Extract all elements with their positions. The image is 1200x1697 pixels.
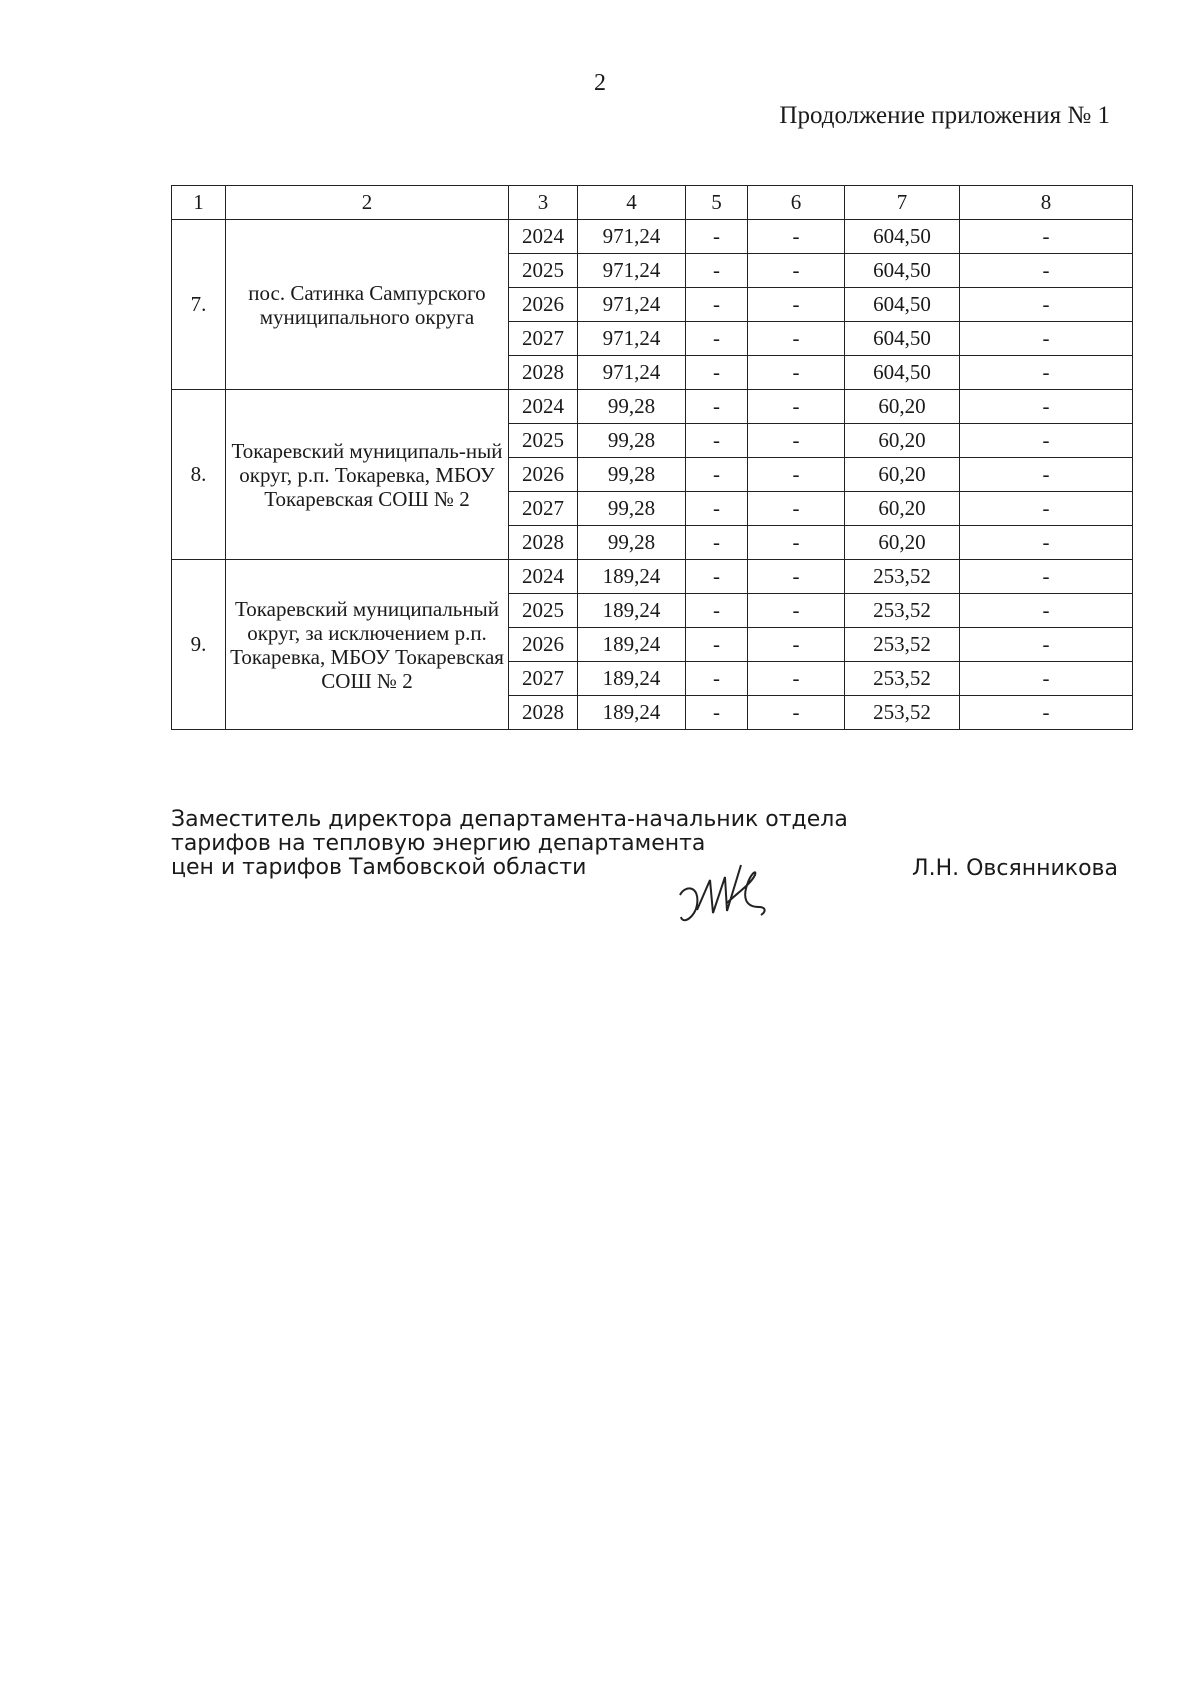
table-cell: 60,20 xyxy=(845,424,960,458)
table-cell: - xyxy=(748,696,845,730)
table-cell: - xyxy=(960,662,1133,696)
table-cell: 189,24 xyxy=(578,696,686,730)
table-cell: - xyxy=(960,220,1133,254)
table-cell: - xyxy=(748,560,845,594)
position-line: Заместитель директора департамента-начальник отдела xyxy=(171,807,848,832)
group-place: Токаревский муниципаль-ный округ, р.п. Токаревка, МБОУ Токаревская СОШ № 2 xyxy=(226,390,509,560)
table-cell: - xyxy=(686,220,748,254)
table-cell: - xyxy=(748,458,845,492)
table-cell: 2028 xyxy=(509,696,578,730)
table-cell: 2026 xyxy=(509,628,578,662)
table-cell: 971,24 xyxy=(578,322,686,356)
header-cell: 5 xyxy=(686,186,748,220)
table-cell: - xyxy=(960,458,1133,492)
table-cell: 2024 xyxy=(509,220,578,254)
table-cell: 189,24 xyxy=(578,560,686,594)
table-cell: 99,28 xyxy=(578,526,686,560)
table-cell: 971,24 xyxy=(578,356,686,390)
table-cell: 189,24 xyxy=(578,594,686,628)
table-cell: 99,28 xyxy=(578,424,686,458)
group-index: 9. xyxy=(172,560,226,730)
table-cell: 971,24 xyxy=(578,288,686,322)
group-place: пос. Сатинка Сампурского муниципального округа xyxy=(226,220,509,390)
table-cell: 60,20 xyxy=(845,492,960,526)
table-cell: 99,28 xyxy=(578,390,686,424)
table-row xyxy=(172,560,1133,594)
table-cell: 253,52 xyxy=(845,594,960,628)
table-cell: - xyxy=(960,356,1133,390)
table-cell: 2025 xyxy=(509,254,578,288)
table-cell: 2025 xyxy=(509,424,578,458)
table-cell: - xyxy=(960,492,1133,526)
header-cell: 2 xyxy=(226,186,509,220)
table-cell: - xyxy=(960,696,1133,730)
table-cell: 189,24 xyxy=(578,628,686,662)
table-cell: 253,52 xyxy=(845,628,960,662)
table-cell: - xyxy=(686,390,748,424)
table-cell: 604,50 xyxy=(845,322,960,356)
table-cell: 189,24 xyxy=(578,662,686,696)
table-cell: - xyxy=(686,254,748,288)
table-cell: - xyxy=(960,288,1133,322)
table-cell: - xyxy=(686,662,748,696)
group-index: 7. xyxy=(172,220,226,390)
table-cell: - xyxy=(748,390,845,424)
table-cell: - xyxy=(748,628,845,662)
table-row xyxy=(172,220,1133,254)
table-cell: - xyxy=(748,594,845,628)
group-place: Токаревский муниципальный округ, за исключением р.п. Токаревка, МБОУ Токаревская СОШ № 2 xyxy=(226,560,509,730)
header-cell: 3 xyxy=(509,186,578,220)
table-cell: - xyxy=(686,560,748,594)
header-cell: 1 xyxy=(172,186,226,220)
group-index: 8. xyxy=(172,390,226,560)
table-cell: - xyxy=(960,322,1133,356)
table-cell: 604,50 xyxy=(845,220,960,254)
table-cell: - xyxy=(748,254,845,288)
table-cell: 971,24 xyxy=(578,254,686,288)
table-cell: - xyxy=(960,560,1133,594)
table-header-row xyxy=(172,186,1133,220)
table-cell: 604,50 xyxy=(845,288,960,322)
table-cell: - xyxy=(748,356,845,390)
table-row xyxy=(172,390,1133,424)
table-cell: 60,20 xyxy=(845,458,960,492)
table-cell: - xyxy=(686,458,748,492)
table-cell: - xyxy=(960,390,1133,424)
header-cell: 4 xyxy=(578,186,686,220)
header-cell: 7 xyxy=(845,186,960,220)
table-cell: - xyxy=(748,220,845,254)
table-cell: 2024 xyxy=(509,390,578,424)
table-cell: - xyxy=(748,526,845,560)
table-cell: 2026 xyxy=(509,288,578,322)
table-cell: 60,20 xyxy=(845,390,960,424)
table-cell: - xyxy=(960,594,1133,628)
table-cell: - xyxy=(748,424,845,458)
table-cell: - xyxy=(748,288,845,322)
table-cell: - xyxy=(686,356,748,390)
table-cell: 99,28 xyxy=(578,458,686,492)
table-cell: - xyxy=(748,322,845,356)
table-cell: 253,52 xyxy=(845,662,960,696)
position-line: цен и тарифов Тамбовской области xyxy=(171,855,587,880)
table-cell: - xyxy=(748,662,845,696)
table-cell: 2024 xyxy=(509,560,578,594)
table-cell: 2027 xyxy=(509,662,578,696)
table-cell: - xyxy=(686,696,748,730)
header-cell: 6 xyxy=(748,186,845,220)
handwritten-signature xyxy=(675,855,785,935)
table-cell: 60,20 xyxy=(845,526,960,560)
table-cell: 2027 xyxy=(509,322,578,356)
table-cell: - xyxy=(686,424,748,458)
table-cell: 2028 xyxy=(509,356,578,390)
table-cell: - xyxy=(960,628,1133,662)
table-cell: 2025 xyxy=(509,594,578,628)
table-cell: - xyxy=(960,526,1133,560)
table-cell: - xyxy=(686,526,748,560)
table-cell: - xyxy=(686,288,748,322)
position-line: тарифов на тепловую энергию департамента xyxy=(171,831,706,856)
table-cell: - xyxy=(686,322,748,356)
table-cell: 2026 xyxy=(509,458,578,492)
table-cell: - xyxy=(686,594,748,628)
table-cell: - xyxy=(960,424,1133,458)
table-cell: - xyxy=(686,628,748,662)
signer-name: Л.Н. Овсянникова xyxy=(912,856,1118,881)
tariff-table xyxy=(171,185,1133,730)
table-cell: 604,50 xyxy=(845,356,960,390)
table-cell: 604,50 xyxy=(845,254,960,288)
table-cell: 971,24 xyxy=(578,220,686,254)
table-cell: 2027 xyxy=(509,492,578,526)
header-cell: 8 xyxy=(960,186,1133,220)
table-cell: 2028 xyxy=(509,526,578,560)
table-cell: 253,52 xyxy=(845,560,960,594)
continuation-label: Продолжение приложения № 1 xyxy=(779,102,1110,129)
table-cell: 253,52 xyxy=(845,696,960,730)
table-cell: - xyxy=(960,254,1133,288)
table-cell: 99,28 xyxy=(578,492,686,526)
page-number: 2 xyxy=(594,70,606,96)
table-cell: - xyxy=(686,492,748,526)
table-cell: - xyxy=(748,492,845,526)
